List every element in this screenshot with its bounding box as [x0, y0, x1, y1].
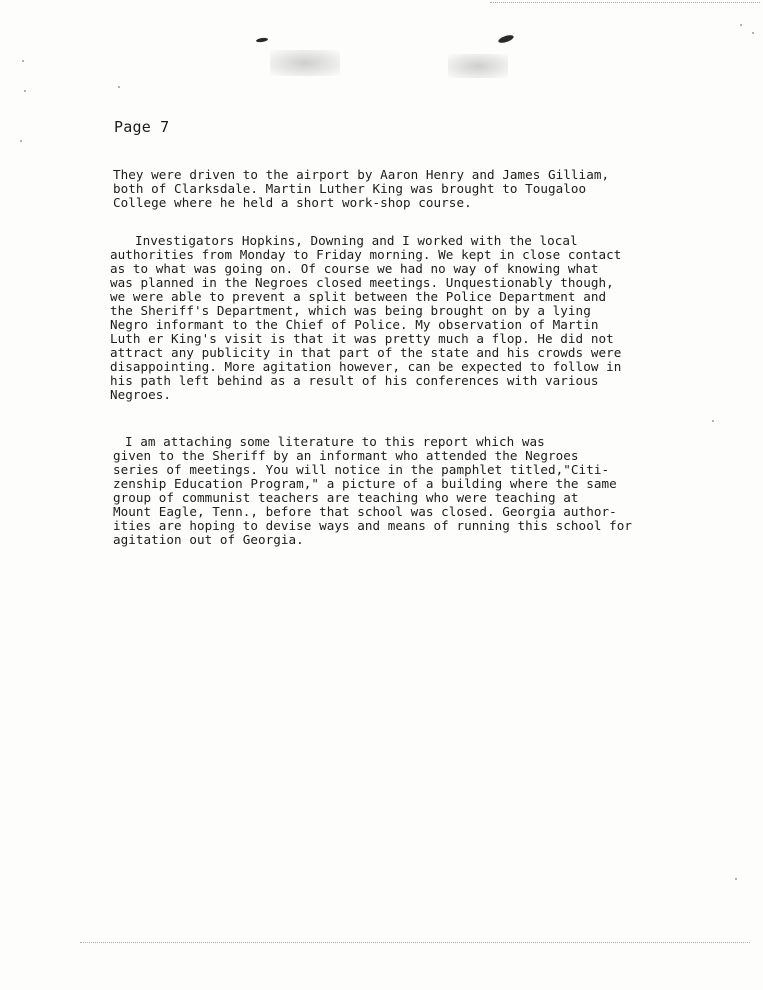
body-line: Negro informant to the Chief of Police. My observation of Martin: [110, 317, 599, 332]
scan-speck: [118, 86, 120, 88]
body-line: Investigators Hopkins, Downing and I worked with the local: [135, 233, 578, 248]
body-line: both of Clarksdale. Martin Luther King was brought to Tougaloo: [113, 181, 587, 196]
body-line: They were driven to the airport by Aaron Henry and James Gilliam,: [113, 167, 610, 182]
scan-speck: [22, 60, 24, 62]
body-line: zenship Education Program," a picture of a building where the same: [113, 476, 617, 491]
scan-speck: [735, 878, 737, 880]
body-line: I am attaching some literature to this report which was: [125, 434, 545, 449]
body-line: Negroes.: [110, 387, 172, 402]
scan-speck: [24, 90, 26, 92]
scan-speck: [712, 420, 714, 422]
page-number: Page 7: [114, 118, 170, 136]
scan-smudge: [270, 50, 340, 76]
scan-edge: [490, 2, 760, 3]
body-line: was planned in the Negroes closed meetings. Unquestionably though,: [110, 275, 614, 290]
body-line: we were able to prevent a split between the Police Department and: [110, 289, 607, 304]
body-line: attract any publicity in that part of the state and his crowds were: [110, 345, 622, 360]
body-line: College where he held a short work-shop course.: [113, 195, 472, 210]
body-line: his path left behind as a result of his conferences with various: [110, 373, 599, 388]
body-line: agitation out of Georgia.: [113, 532, 304, 547]
body-line: series of meetings. You will notice in the pamphlet titled,"Citi-: [113, 462, 610, 477]
body-line: group of communist teachers are teaching who were teaching at: [113, 490, 579, 505]
body-line: as to what was going on. Of course we had no way of knowing what: [110, 261, 599, 276]
scan-edge: [80, 942, 750, 943]
scan-speck: [752, 32, 754, 34]
body-line: disappointing. More agitation however, can be expected to follow in: [110, 359, 622, 374]
scan-speck: [740, 24, 742, 26]
body-line: Luth er King's visit is that it was pretty much a flop. He did not: [110, 331, 614, 346]
scan-smudge: [448, 54, 508, 78]
body-line: Mount Eagle, Tenn., before that school was closed. Georgia author-: [113, 504, 617, 519]
ink-mark: [256, 37, 268, 43]
ink-mark: [497, 34, 514, 45]
body-line: authorities from Monday to Friday morning. We kept in close contact: [110, 247, 622, 262]
body-line: ities are hoping to devise ways and means of running this school for: [113, 518, 632, 533]
body-line: the Sheriff's Department, which was being brought on by a lying: [110, 303, 591, 318]
scan-speck: [20, 140, 22, 142]
body-line: given to the Sheriff by an informant who attended the Negroes: [113, 448, 579, 463]
